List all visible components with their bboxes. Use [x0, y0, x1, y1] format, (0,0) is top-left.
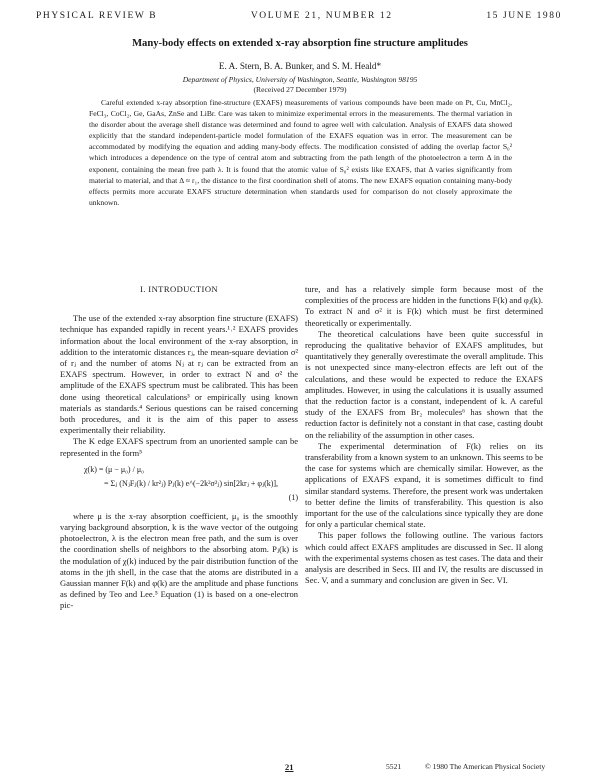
authors: E. A. Stern, B. A. Bunker, and S. M. Heald*: [218, 61, 382, 71]
affiliation: Department of Physics, University of Washington, Seattle, Washington 98195: [182, 75, 418, 84]
right-paragraph-3: The experimental determination of F(k) relies on its transferability from a known system to an unknown. This seems to be the case for systems which are chemically similar. However, as the applications of EXAFS expand, it is sometimes difficult to find similar standard systems. Therefore, the present work was undertaken to better define the limits of transferability. This question is also important for the use of the calculations since typically they are done for only a particular chemical state.: [305, 440, 543, 530]
copyright: © 1980 The American Physical Society: [425, 762, 546, 771]
intro-paragraph-1: The use of the extended x-ray absorption fine structure (EXAFS) technique has expanded rapidly in recent years.¹˒² EXAFS provides information about the local environment of the x-ray absorption, in addition to the interatomic distances rⱼ, the mean-square deviation σ² of rⱼ and the number of atoms Nⱼ at rⱼ can be extracted from an EXAFS spectrum. However, in order to extract N and σ² the amplitude of the EXAFS spectrum must be calibrated. This has been done using theoretical calculations³ or empirically using known materials as standards.⁴ Serious questions can be raised concerning both procedures, and it is the aim of this paper to assess experimentally their reliability.: [60, 313, 298, 436]
equation-number: (1): [288, 492, 298, 502]
right-paragraph-4: This paper follows the following outline. The various factors which could affect EXAFS amplitudes are discussed in Sec. II along with the experimental systems chosen as test cases. The data and their analysis are described in Secs. III and IV, the results are discussed in Sec. V, and a summary and conclusion are given in Sec. VI.: [305, 530, 543, 586]
paper-title: Many-body effects on extended x-ray absorption fine structure amplitudes: [132, 38, 468, 49]
intro-paragraph-2: The K edge EXAFS spectrum from an unoriented sample can be represented in the form⁵: [60, 436, 298, 458]
right-paragraph-1: ture, and has a relatively simple form because most of the complexities of the process are hidden in the functions F(k) and φⱼ(k). To extract N and σ² it is F(k) which must be first determined theoretically or experimentally.: [305, 284, 544, 328]
page-code: 5521: [386, 762, 402, 771]
journal-name: PHYSICAL REVIEW B: [36, 11, 158, 21]
right-paragraph-2: The theoretical calculations have been quite successful in reproducing the qualitative behavior of EXAFS amplitudes, but quantitatively they generally overestimate the overall amplitude. This is not unexpected since many-electron effects are left out of the calculations, and these would be expected to reduce the EXAFS amplitudes. However, in using the calculations it is usually assumed that the reduction factor is a constant, independent of k. A careful study of the EXAFS from Br₂ molecules⁶ has shown that the reduction factor is definitely not a constant in that case, casting doubt on the reliability of the assumption in other cases.: [305, 328, 543, 440]
running-header: [36, 11, 562, 25]
left-column: [60, 284, 298, 612]
right-column: [305, 284, 543, 586]
equation-line-1: χ(k) = (μ − μ₀) / μ₀: [84, 464, 144, 474]
equation-1: [60, 463, 298, 505]
received-date: (Received 27 December 1979): [253, 85, 347, 94]
intro-paragraph-3: where μ is the x-ray absorption coefficient, μ₀ is the smoothly varying background absorption, k is the wave vector of the outgoing photoelectron, λ is the electron mean free path, and the sum is over the coordination shells of neighbors to the absorbing atom. Pⱼ(k) is the modulation of χ(k) induced by the pair distribution function of the atoms in the jth shell, in the case that the atoms are distributed in a Gaussian manner F(k) and φ(k) are the amplitude and phase functions as defined by Teo and Lee.⁵ Equation (1) is based on a one-electron pic-: [60, 510, 298, 611]
section-heading: I. INTRODUCTION: [139, 284, 219, 294]
volume-number: VOLUME 21, NUMBER 12: [250, 11, 393, 21]
page-number: 21: [285, 762, 294, 772]
equation-line-2: = Σⱼ (NⱼFⱼ(k) / kr²ⱼ) Pⱼ(k) e^(−2k²σ²ⱼ) sin[2krⱼ + φⱼ(k)],: [104, 478, 279, 488]
abstract: Careful extended x-ray absorption fine-structure (EXAFS) measurements of various compounds have been made on Pt, Cu, MnCl₂, FeCl₃, CoCl₂, Ge, GaAs, ZnSe and LiBr. Care was taken to minimize experimental errors in the measurements. The thermal variation in the disorder about the average shell distance was determined and found to agree well with calculation. Analysis of EXAFS data showed explicitly that the standard independent-particle model formulation of the EXAFS equation was in error. The measurement can be accommodated by modifying the equation and adding many-body effects. The modification consisted of adding the overlap factor S₀² which introduces a dependence on the type of central atom and subtracting from the path length of the photoelectron a term Δ in the exponent, containing the mean free path λ. It is found that the atomic value of S₀² exists like EXAFS, that Δ varies significantly from material to material, and that Δ ≈ r₁, the distance to the first coordination shell of atoms. The new EXAFS equation containing many-body effects permits more accurate EXAFS structure determination when standards used for comparison do not closely approximate the unknown.: [89, 98, 512, 207]
issue-date: 15 JUNE 1980: [486, 11, 562, 21]
